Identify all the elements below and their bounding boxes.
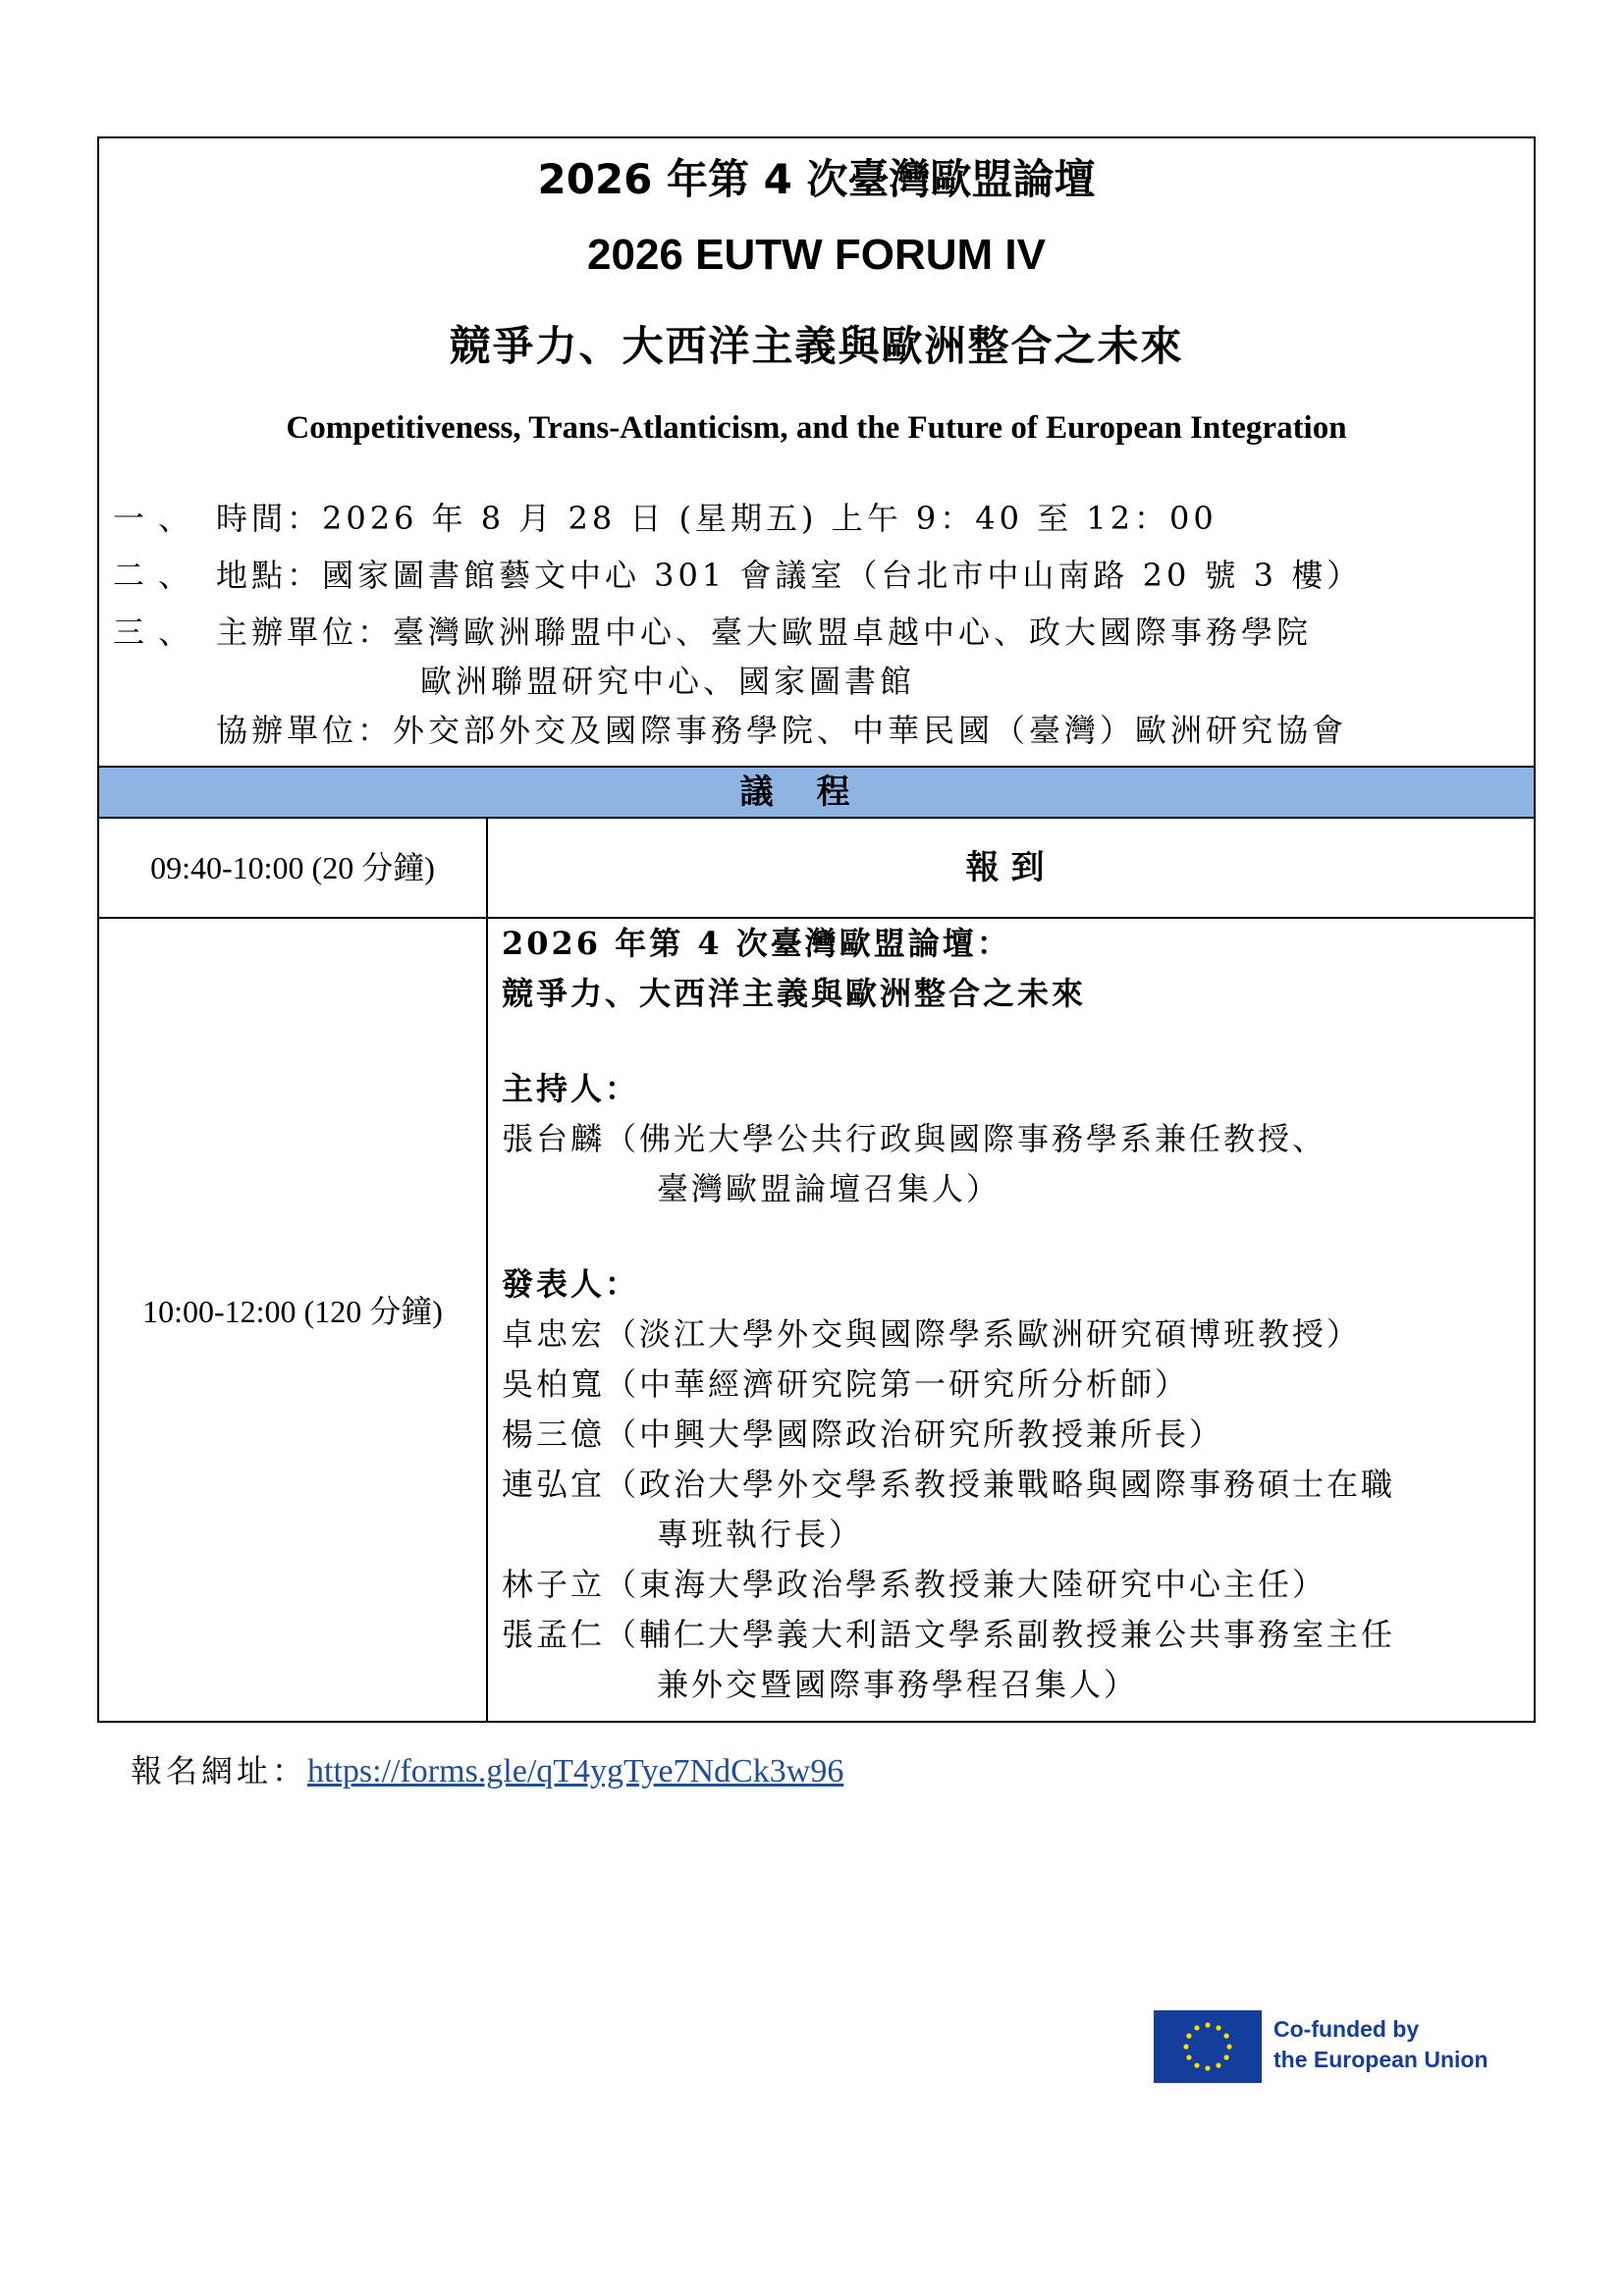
title-chinese: 2026 年第 4 次臺灣歐盟論壇 (537, 155, 1096, 203)
eu-star-icon (1186, 2055, 1191, 2059)
eu-logo-line-1: Co-funded by (1273, 2016, 1420, 2042)
eu-star-icon (1205, 2065, 1210, 2070)
eu-star-icon (1224, 2055, 1229, 2059)
session-details (502, 919, 1533, 1710)
eu-star-icon (1183, 2044, 1188, 2049)
program-header (99, 138, 1534, 767)
info-time (113, 499, 1517, 540)
subtitle-chinese: 競爭力、大西洋主義與歐洲整合之未來 (449, 322, 1184, 370)
info-number: 三、 (113, 614, 204, 651)
eu-star-icon (1194, 2063, 1199, 2068)
info-number: 一、 (113, 500, 204, 537)
session-title-line-2: 競爭力、大西洋主義與歐洲整合之未來 (502, 975, 1087, 1012)
registration-line (131, 1746, 843, 1796)
program-table (97, 136, 1536, 1723)
agenda-time: 09:40-10:00 (20 分鐘) (150, 850, 435, 885)
agenda-row-forum (99, 919, 1534, 1721)
agenda-row-checkin (99, 819, 1534, 919)
speaker-6: 張孟仁（輔仁大學義大利語文學系副教授兼公共事務室主任 (502, 1616, 1396, 1653)
eu-flag-icon (1154, 2010, 1262, 2083)
eu-star-icon (1194, 2025, 1199, 2030)
organizers-line-1: 主辦單位：臺灣歐洲聯盟中心、臺大歐盟卓越中心、政大國際事務學院 (216, 614, 1313, 651)
info-organizers (113, 613, 1517, 654)
info-co-organizers (113, 711, 1517, 752)
eu-star-icon (1216, 2025, 1220, 2030)
agenda-time: 10:00-12:00 (120 分鐘) (142, 1294, 443, 1329)
info-organizers-cont (113, 662, 1517, 703)
info-venue-text: 地點：國家圖書館藝文中心 301 會議室（台北市中山南路 20 號 3 樓） (216, 557, 1363, 594)
title-english: 2026 EUTW FORUM IV (587, 231, 1046, 279)
speaker-3: 楊三億（中興大學國際政治研究所教授兼所長） (502, 1415, 1224, 1453)
eu-star-icon (1186, 2033, 1191, 2038)
eu-star-icon (1205, 2022, 1210, 2027)
moderator-line-2: 臺灣歐盟論壇召集人） (657, 1170, 1001, 1207)
speaker-4-cont: 專班執行長） (657, 1516, 864, 1553)
organizers-line-2: 歐洲聯盟研究中心、國家圖書館 (420, 663, 916, 700)
subtitle-english: Competitiveness, Trans-Atlanticism, and the Future of European Integration (286, 410, 1347, 446)
info-time-text: 時間：2026 年 8 月 28 日 (星期五) 上午 9：40 至 12：00 (216, 500, 1218, 537)
info-number: 二、 (113, 557, 204, 594)
moderator-line-1: 張台麟（佛光大學公共行政與國際事務學系兼任教授、 (502, 1120, 1327, 1157)
eu-star-icon (1216, 2063, 1220, 2068)
speaker-5: 林子立（東海大學政治學系教授兼大陸研究中心主任） (502, 1566, 1327, 1603)
agenda-heading: 議程 (99, 766, 1534, 819)
eu-logo-text (1273, 2014, 1489, 2075)
speaker-4: 連弘宜（政治大學外交學系教授兼戰略與國際事務碩士在職 (502, 1466, 1396, 1503)
speaker-6-cont: 兼外交暨國際事務學程召集人） (657, 1666, 1139, 1703)
registration-link[interactable]: https://forms.gle/qT4ygTye7NdCk3w96 (307, 1753, 844, 1789)
agenda-item-checkin: 報到 (965, 848, 1056, 887)
session-title-line-1: 2026 年第 4 次臺灣歐盟論壇： (502, 925, 1011, 962)
moderator-label: 主持人： (502, 1070, 640, 1107)
registration-label: 報名網址： (131, 1752, 308, 1789)
eu-star-icon (1226, 2044, 1231, 2049)
info-venue (113, 556, 1517, 597)
speaker-1: 卓忠宏（淡江大學外交與國際學系歐洲研究碩博班教授） (502, 1315, 1362, 1353)
speakers-label: 發表人： (502, 1265, 640, 1303)
eu-logo-line-2: the European Union (1273, 2047, 1489, 2072)
eu-cofunded-logo (1154, 2010, 1507, 2083)
speaker-2: 吳柏寬（中華經濟研究院第一研究所分析師） (502, 1365, 1190, 1403)
co-organizers-text: 協辦單位：外交部外交及國際事務學院、中華民國（臺灣）歐洲研究協會 (216, 712, 1348, 749)
eu-star-icon (1224, 2033, 1229, 2038)
